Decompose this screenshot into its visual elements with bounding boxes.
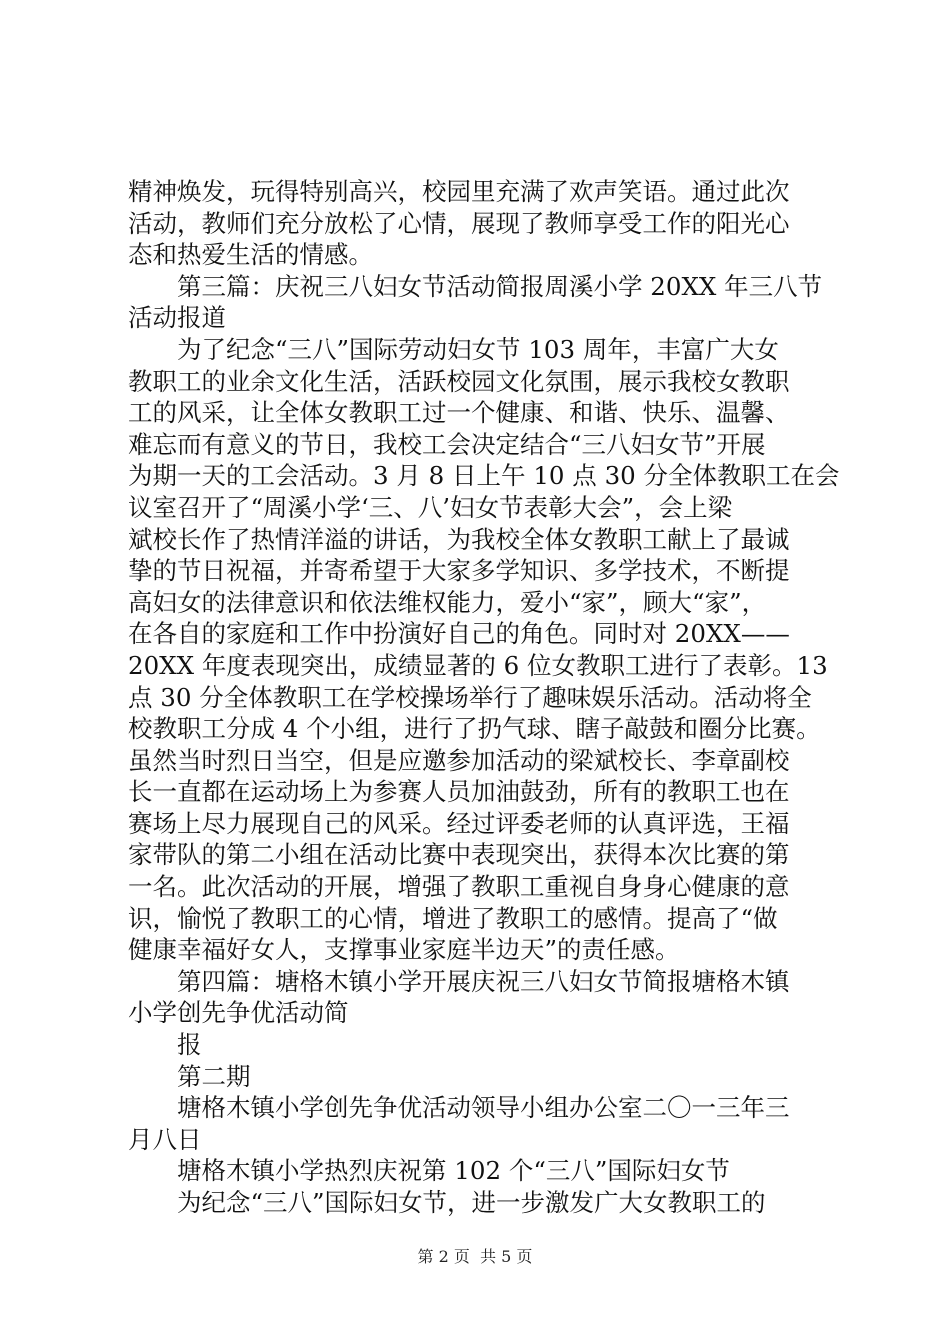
text-line: 20XX 年度表现突出，成绩显著的 6 位女教职工进行了表彰。13 [128, 650, 828, 680]
text-line: 报 [177, 1030, 202, 1060]
text-line: 态和热爱生活的情感。 [128, 240, 373, 270]
text-line: 精神焕发，玩得特别高兴，校园里充满了欢声笑语。通过此次 [128, 177, 790, 206]
text-line: 工的风采，让全体女教职工过一个健康、和谐、快乐、温馨、 [128, 398, 790, 428]
text-line: 长一直都在运动场上为参赛人员加油鼓劲，所有的教职工也在 [128, 777, 790, 807]
text-line: 斌校长作了热情洋溢的讲话，为我校全体女教职工献上了最诚 [128, 524, 790, 554]
text-line: 小学创先争优活动简 [128, 998, 349, 1028]
text-line: 第四篇：塘格木镇小学开展庆祝三八妇女节简报塘格木镇 [177, 966, 790, 996]
text-line: 点 30 分全体教职工在学校操场举行了趣味娱乐活动。活动将全 [128, 682, 812, 712]
text-line: 校教职工分成 4 个小组，进行了扔气球、瞎子敲鼓和圈分比赛。 [128, 714, 821, 744]
page-footer: 第 2 页 共 5 页 [417, 1247, 533, 1266]
text-line: 一名。此次活动的开展，增强了教职工重视自身身心健康的意 [128, 872, 790, 902]
text-line: 活动，教师们充分放松了心情，展现了教师享受工作的阳光心 [128, 208, 790, 238]
text-line: 为纪念“三八”国际妇女节，进一步激发广大女教职工的 [177, 1188, 766, 1217]
text-line: 赛场上尽力展现自己的风采。经过评委老师的认真评选，王福 [128, 808, 790, 838]
text-line: 高妇女的法律意识和依法维权能力，爱小“家”，顾大“家”， [128, 587, 767, 617]
text-line: 健康幸福好女人，支撑事业家庭半边天”的责任感。 [128, 935, 680, 965]
text-line: 识，愉悦了教职工的心情，增进了教职工的感情。提高了“做 [128, 903, 778, 933]
text-line: 在各自的家庭和工作中扮演好自己的角色。同时对 20XX—— [128, 619, 790, 649]
text-line: 家带队的第二小组在活动比赛中表现突出，获得本次比赛的第 [128, 840, 790, 870]
text-line: 第二期 [177, 1061, 251, 1091]
text-line: 挚的节日祝福，并寄希望于大家多学知识、多学技术，不断提 [128, 556, 790, 586]
text-line: 议室召开了“周溪小学‘三、八’妇女节表彰大会”，会上梁 [128, 492, 733, 522]
text-line: 教职工的业余文化生活，活跃校园文化氛围，展示我校女教职 [128, 366, 790, 396]
text-line: 为期一天的工会活动。3 月 8 日上午 10 点 30 分全体教职工在会 [128, 461, 840, 491]
text-line: 活动报道 [128, 303, 226, 333]
text-line: 虽然当时烈日当空，但是应邀参加活动的梁斌校长、李章副校 [128, 745, 790, 775]
document-body [128, 176, 840, 1219]
text-line: 塘格木镇小学热烈庆祝第 102 个“三八”国际妇女节 [177, 1156, 730, 1186]
text-line: 塘格木镇小学创先争优活动领导小组办公室二〇一三年三 [177, 1093, 790, 1123]
text-line: 难忘而有意义的节日，我校工会决定结合“三八妇女节”开展 [128, 429, 766, 459]
text-line: 月八日 [128, 1124, 202, 1154]
text-line: 为了纪念“三八”国际劳动妇女节 103 周年，丰富广大女 [177, 334, 779, 364]
text-line: 第三篇：庆祝三八妇女节活动简报周溪小学 20XX 年三八节 [177, 271, 823, 301]
